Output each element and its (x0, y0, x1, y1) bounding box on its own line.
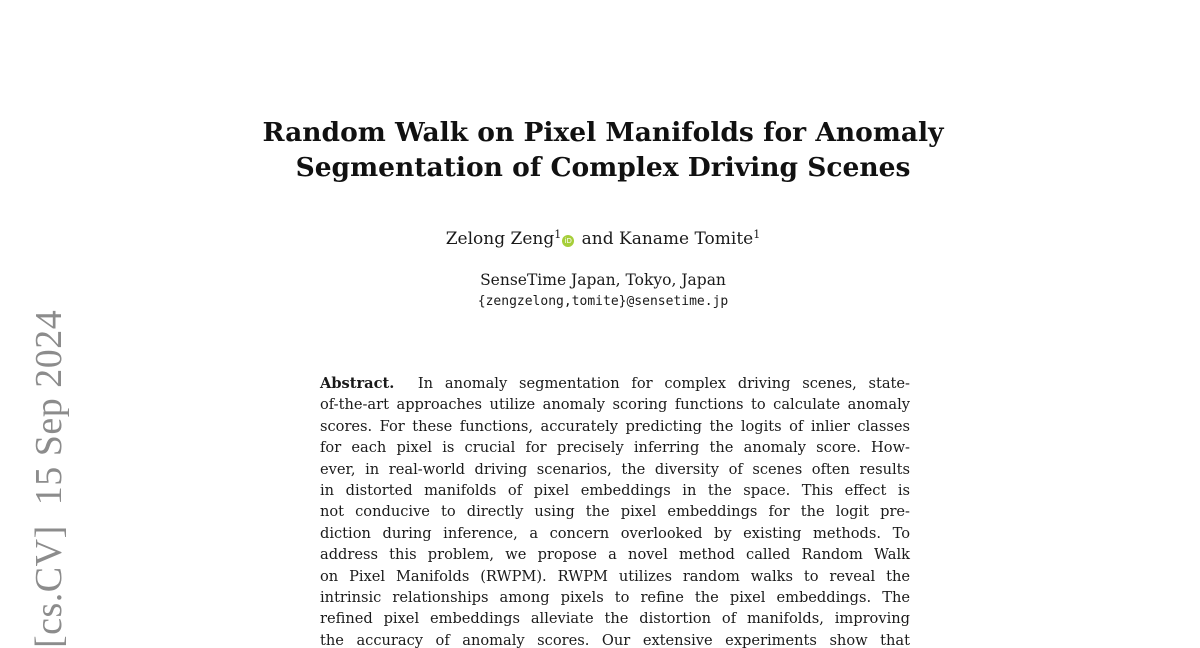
affiliation: SenseTime Japan, Tokyo, Japan (480, 271, 726, 289)
abstract-line: address this problem, we propose a novel method called Random Walk (320, 546, 910, 564)
author-email: {zengzelong,tomite}@sensetime.jp (477, 294, 729, 309)
arxiv-side-stamp (29, 310, 69, 648)
author-name: Kaname Tomite (619, 229, 754, 249)
abstract-line: scores. For these functions, accurately predicting the logits of inlier classes (320, 417, 910, 435)
abstract-line: diction during inference, a concern overlooked by existing methods. To (320, 524, 910, 542)
abstract-line: for each pixel is crucial for precisely inferring the anomaly score. How- (320, 439, 910, 457)
abstract-line: in distorted manifolds of pixel embeddings in the space. This effect is (320, 482, 910, 500)
abstract-line: ever, in real-world driving scenarios, the diversity of scenes often results (320, 460, 910, 478)
affiliation-mark: 1 (753, 228, 761, 241)
title-line: Random Walk on Pixel Manifolds for Anomaly (262, 117, 944, 148)
abstract-line: refined pixel embeddings alleviate the distortion of manifolds, improving (320, 610, 910, 628)
paper-title (0, 115, 1200, 185)
abstract-heading: Abstract. (320, 375, 395, 392)
title-line: Segmentation of Complex Driving Scenes (295, 152, 911, 183)
arxiv-category: [cs.CV] (28, 525, 70, 648)
abstract (320, 373, 910, 648)
author-joiner: and (581, 229, 614, 249)
abstract-line: the accuracy of anomaly scores. Our extensive experiments show that (320, 631, 910, 648)
abstract-line: Abstract. In anomaly segmentation for complex driving scenes, state- (320, 375, 910, 392)
abstract-line: intrinsic relationships among pixels to refine the pixel embeddings. The (320, 589, 910, 607)
arxiv-date: 15 Sep 2024 (28, 309, 70, 506)
abstract-line: of-the-art approaches utilize anomaly scoring functions to calculate anomaly (320, 396, 910, 414)
author-name: Zelong Zeng (445, 229, 555, 249)
affiliation-mark: 1 (554, 228, 562, 241)
author-list (0, 227, 1200, 251)
abstract-line: on Pixel Manifolds (RWPM). RWPM utilizes random walks to reveal the (320, 567, 910, 585)
abstract-line: not conducive to directly using the pixel embeddings for the logit pre- (320, 503, 910, 521)
orcid-icon[interactable]: iD (562, 235, 574, 247)
